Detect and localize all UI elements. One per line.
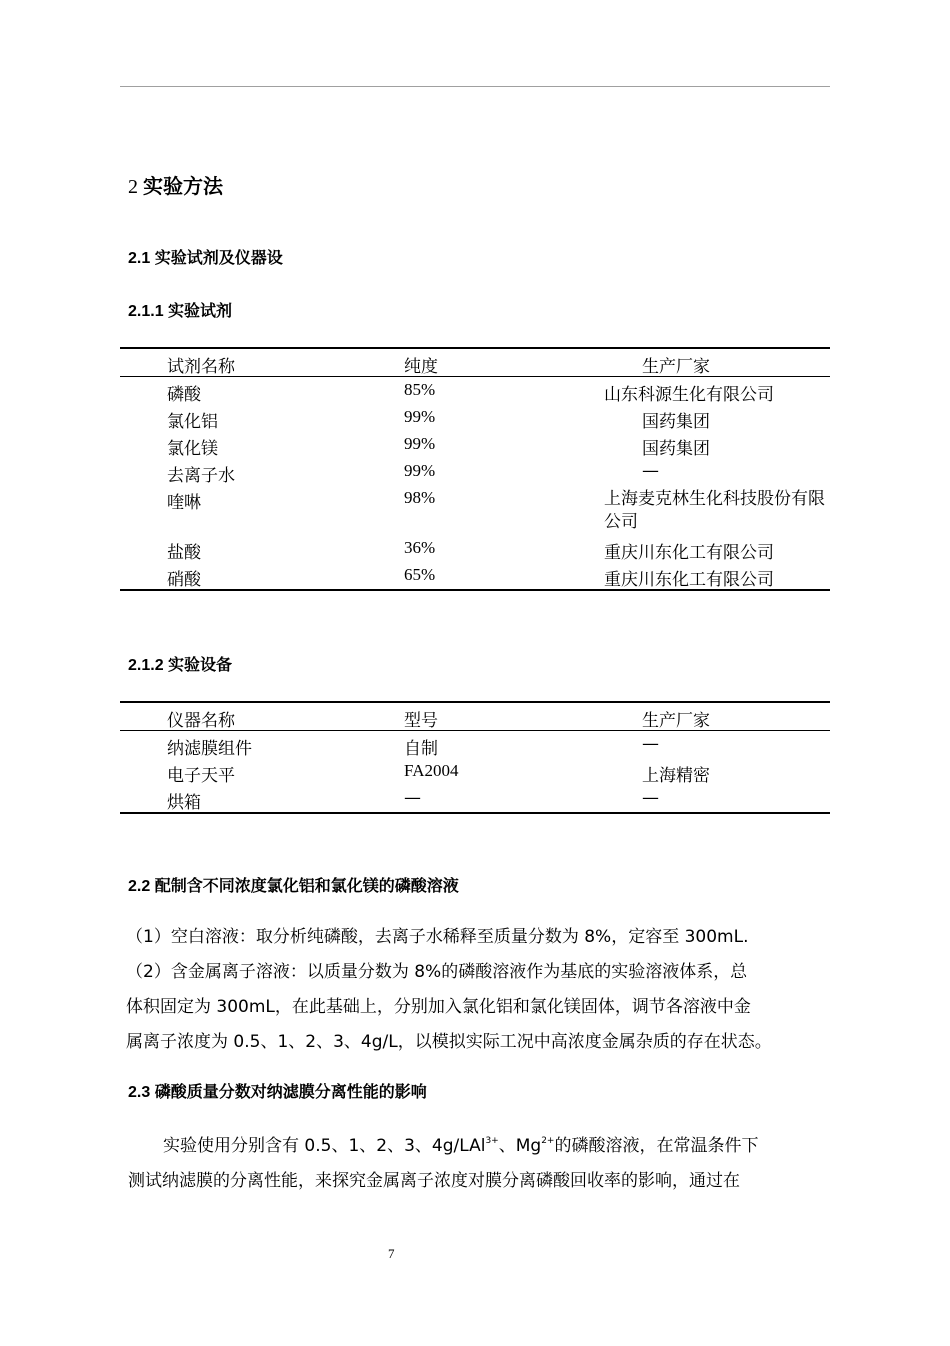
equipment-manufacturer: —	[642, 734, 659, 754]
reagent-purity: 99%	[404, 434, 436, 453]
section-heading	[128, 170, 223, 199]
subsection-2-2-heading: 2.2 配制含不同浓度氯化铝和氯化镁的磷酸溶液	[128, 878, 459, 895]
equipment-manufacturer: —	[642, 788, 659, 808]
table-row	[120, 377, 830, 404]
column-header: 纯度	[404, 357, 438, 377]
table-header-row	[120, 349, 830, 377]
reagent-manufacturer: 重庆川东化工有限公司	[604, 543, 774, 563]
column-header: 生产厂家	[642, 357, 710, 377]
reagent-name: 氯化铝	[167, 412, 218, 432]
reagent-name: 硝酸	[167, 570, 201, 590]
equipment-name: 纳滤膜组件	[167, 739, 252, 759]
table-row	[120, 431, 830, 458]
column-header: 型号	[404, 711, 438, 731]
equipment-table	[120, 701, 830, 814]
table-header-row	[120, 703, 830, 731]
reagent-name: 氯化镁	[167, 439, 218, 459]
column-header: 生产厂家	[642, 711, 710, 731]
table-row	[120, 535, 830, 562]
text-segment: 实验使用分别含有 0.5、1、2、3、4g/LAl	[163, 1136, 486, 1156]
subsection-2-1-2-heading: 2.1.2 实验设备	[128, 657, 233, 674]
subsection-2-1-1-heading: 2.1.1 实验试剂	[128, 303, 233, 320]
text-segment: 、Mg	[498, 1136, 542, 1156]
solution-prep-paragraph	[126, 920, 831, 1060]
equipment-manufacturer: 上海精密	[642, 766, 710, 786]
table-row	[120, 785, 830, 812]
text-segment: 的磷酸溶液，在常温条件下	[554, 1136, 759, 1156]
equipment-name: 电子天平	[167, 766, 235, 786]
reagent-purity: 36%	[404, 538, 436, 557]
subsection-2-3-heading: 2.3 磷酸质量分数对纳滤膜分离性能的影响	[128, 1084, 427, 1101]
reagents-table	[120, 347, 830, 591]
table-row	[120, 562, 830, 589]
reagent-name: 盐酸	[167, 543, 201, 563]
reagent-name: 磷酸	[167, 385, 201, 405]
paragraph-line	[128, 1124, 833, 1164]
subsection-2-1-heading: 2.1 实验试剂及仪器设	[128, 250, 283, 267]
reagent-manufacturer: 山东科源生化有限公司	[604, 385, 774, 405]
reagent-purity: 65%	[404, 565, 436, 584]
equipment-name: 烘箱	[167, 793, 201, 813]
table-row	[120, 731, 830, 758]
reagent-purity: 99%	[404, 461, 436, 480]
equipment-model: FA2004	[404, 761, 459, 780]
table-row	[120, 485, 830, 535]
reagent-manufacturer: 国药集团	[642, 439, 710, 459]
reagent-manufacturer: —	[642, 461, 659, 481]
reagent-manufacturer: 上海麦克林生化科技股份有限公司	[604, 489, 825, 532]
table-row	[120, 758, 830, 785]
section-title: 实验方法	[143, 176, 223, 198]
section-number: 2	[128, 176, 138, 198]
header-rule	[120, 86, 830, 87]
column-header: 试剂名称	[167, 357, 235, 377]
column-header: 仪器名称	[167, 711, 235, 731]
reagent-name: 喹啉	[167, 493, 201, 513]
paragraph-line: 测试纳滤膜的分离性能，来探究金属离子浓度对膜分离磷酸回收率的影响，通过在	[128, 1171, 740, 1191]
table-row	[120, 458, 830, 485]
superscript: 2+	[541, 1136, 555, 1146]
page-number: 7	[388, 1246, 395, 1261]
reagent-purity: 85%	[404, 380, 436, 399]
paragraph-line: （2）含金属离子溶液：以质量分数为 8%的磷酸溶液作为基底的实验溶液体系，总	[126, 962, 748, 982]
paragraph-line: 属离子浓度为 0.5、1、2、3、4g/L，以模拟实际工况中高浓度金属杂质的存在状态。	[126, 1032, 772, 1052]
reagent-purity: 99%	[404, 407, 436, 426]
paragraph-line: 体积固定为 300mL，在此基础上，分别加入氯化铝和氯化镁固体，调节各溶液中金	[126, 997, 751, 1017]
superscript: 3+	[485, 1136, 499, 1146]
section-2-3-paragraph	[128, 1124, 833, 1199]
reagent-manufacturer: 重庆川东化工有限公司	[604, 570, 774, 590]
paragraph-line: （1）空白溶液：取分析纯磷酸，去离子水稀释至质量分数为 8%，定容至 300mL.	[126, 927, 749, 947]
reagent-manufacturer: 国药集团	[642, 412, 710, 432]
reagent-name: 去离子水	[167, 466, 235, 486]
table-row	[120, 404, 830, 431]
equipment-model: 自制	[404, 739, 438, 759]
reagent-purity: 98%	[404, 488, 436, 507]
equipment-model: —	[404, 788, 421, 808]
